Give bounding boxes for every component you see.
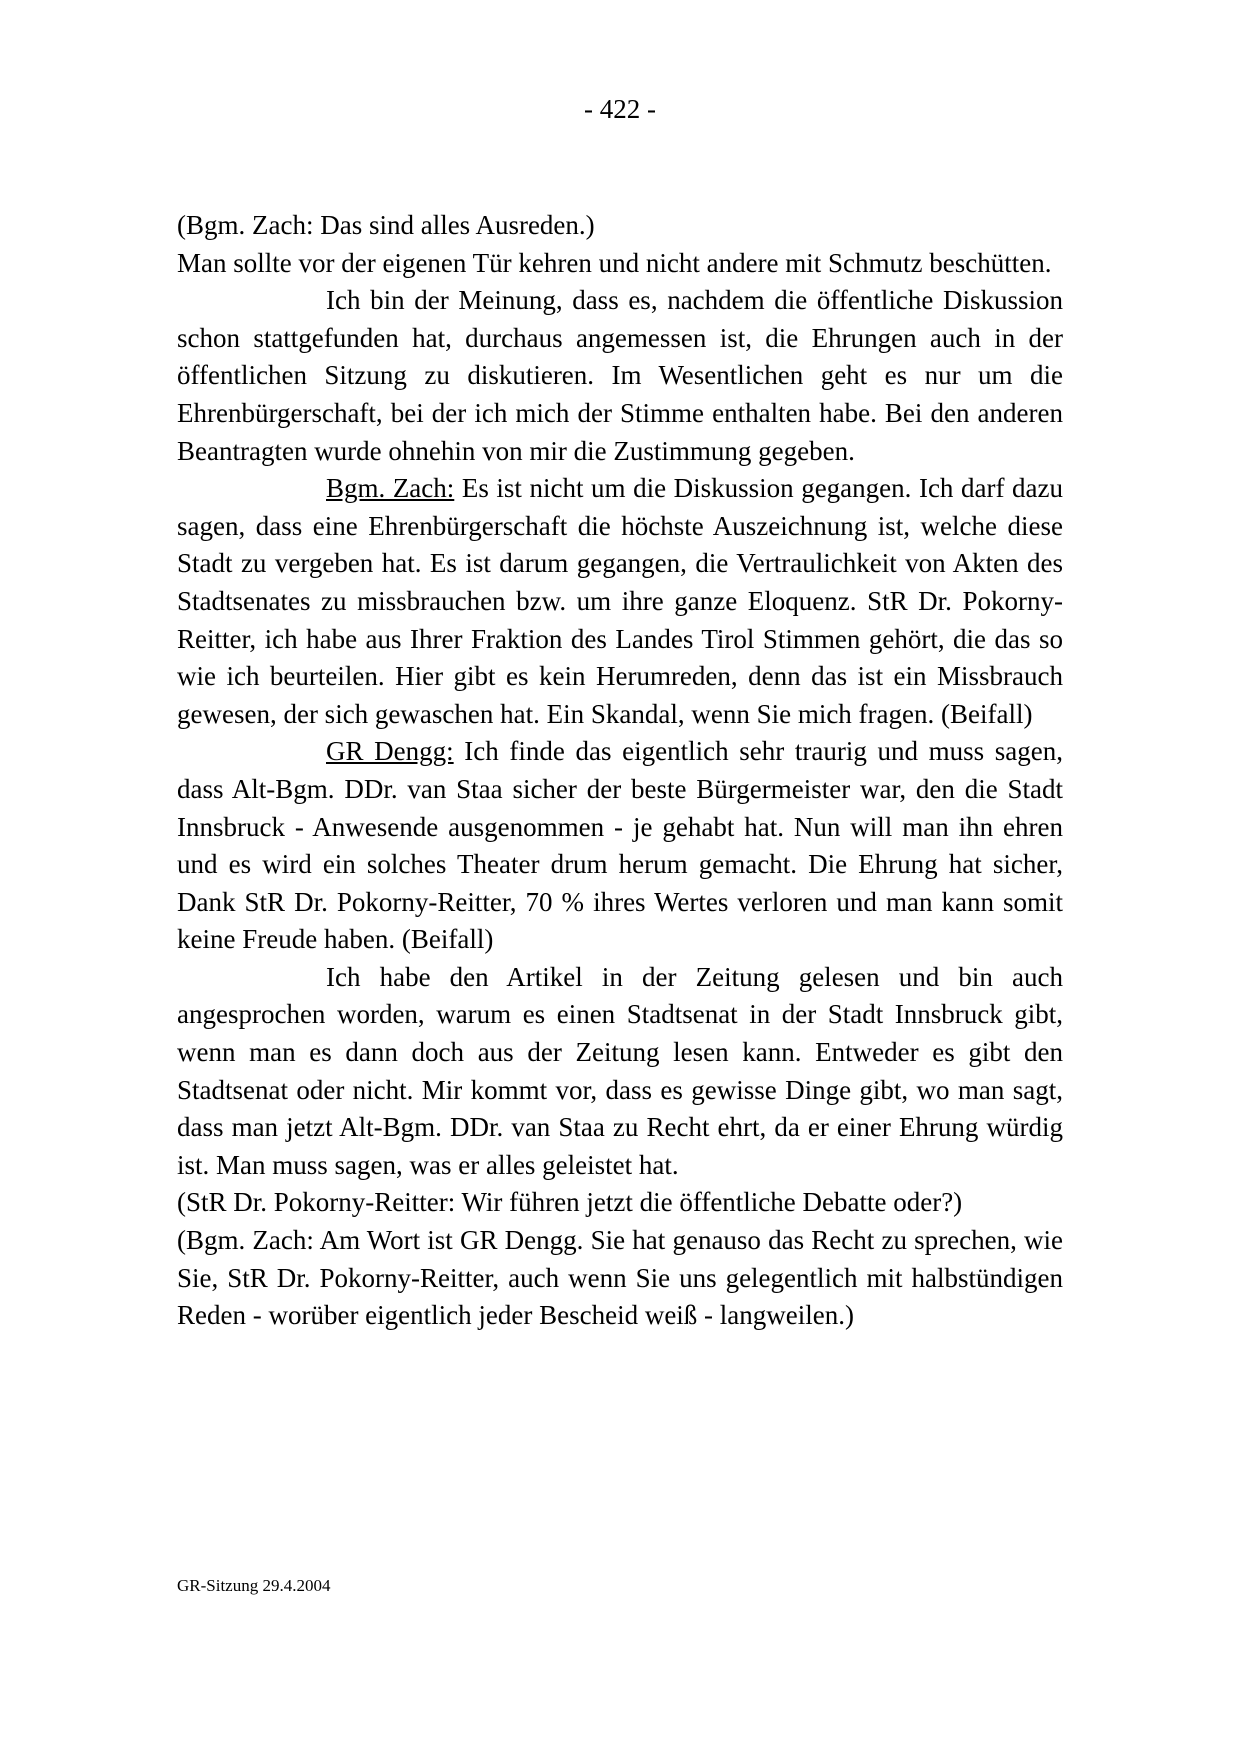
paragraph-text: (Bgm. Zach: Am Wort ist GR Dengg. Sie hat genauso das Recht zu sprechen, wie Sie, StR Dr. Pokorny-Reitter, auch wenn Sie uns gelegentlich mit halbstündigen Reden - worüber eigentlich jeder Bescheid weiß - langweilen.) [177, 1225, 1063, 1331]
page-footer: GR-Sitzung 29.4.2004 [177, 1576, 331, 1595]
paragraph-newspaper-article [177, 959, 1063, 1185]
paragraph-opinion [177, 282, 1063, 470]
speaker-label: GR Dengg: [326, 736, 454, 767]
paragraph-speech-zach [177, 470, 1063, 733]
paragraph-text: Ich habe den Artikel in der Zeitung gelesen und bin auch angesprochen worden, warum es einen Stadtsenat in der Stadt Innsbruck gibt, wenn man es dann doch aus der Zeitung lesen kann. Entweder es gibt den Stadtsenat oder nicht. Mir kommt vor, dass es gewisse Dinge gibt, wo man sagt, dass man jetzt Alt-Bgm. DDr. van Staa zu Recht ehrt, da er einer Ehrung würdig ist. Man muss sagen, was er alles geleistet hat. [177, 961, 1063, 1180]
paragraph-text: (StR Dr. Pokorny-Reitter: Wir führen jetzt die öffentliche Debatte oder?) [177, 1187, 963, 1218]
paragraph-text: Ich finde das eigentlich sehr traurig und muss sagen, dass Alt-Bgm. DDr. van Staa sicher der beste Bürgermeister war, den die Stadt Innsbruck - Anwesende ausgenommen - je gehabt hat. Nun will man ihn ehren und es wird ein solches Theater drum herum gemacht. Die Ehrung hat sicher, Dank StR Dr. Pokorny-Reitter, 70 % ihres Wertes verloren und man kann somit keine Freude haben. (Beifall) [177, 736, 1063, 955]
paragraph-speech-dengg [177, 733, 1063, 959]
paragraph-text: Ich bin der Meinung, dass es, nachdem die öffentliche Diskussion schon stattgefunden hat, durchaus angemessen ist, die Ehrungen auch in der öffentlichen Sitzung zu diskutieren. Im Wesentlichen geht es nur um die Ehrenbürgerschaft, bei der ich mich der Stimme enthalten habe. Bei den anderen Beantragten wurde ohnehin von mir die Zustimmung gegeben. [177, 285, 1063, 466]
speaker-label: Bgm. Zach: [326, 473, 455, 504]
paragraph-interjection-zach-2 [177, 1222, 1063, 1335]
paragraph-text: Man sollte vor der eigenen Tür kehren und nicht andere mit Schmutz beschütten. [177, 247, 1052, 278]
paragraph-text: (Bgm. Zach: Das sind alles Ausreden.) [177, 210, 595, 240]
paragraph-interjection-zach [177, 207, 1063, 245]
paragraph-text: Es ist nicht um die Diskussion gegangen. Ich darf dazu sagen, dass eine Ehrenbürgerschaft die höchste Auszeichnung ist, welche diese Stadt zu vergeben hat. Es ist darum gegangen, die Vertraulichkeit von Akten des Stadtsenates zu missbrauchen bzw. um ihre ganze Eloquenz. StR Dr. Pokorny-Reitter, ich habe aus Ihrer Fraktion des Landes Tirol Stimmen gehört, die das so wie ich beurteilen. Hier gibt es kein Herumreden, denn das ist ein Missbrauch gewesen, der sich gewaschen hat. Ein Skandal, wenn Sie mich fragen. (Beifall) [177, 473, 1063, 729]
paragraph-continuation [177, 245, 1063, 283]
paragraph-interjection-pokorny [177, 1184, 1063, 1222]
document-body [177, 207, 1063, 1335]
page-number: - 422 - [584, 94, 656, 124]
